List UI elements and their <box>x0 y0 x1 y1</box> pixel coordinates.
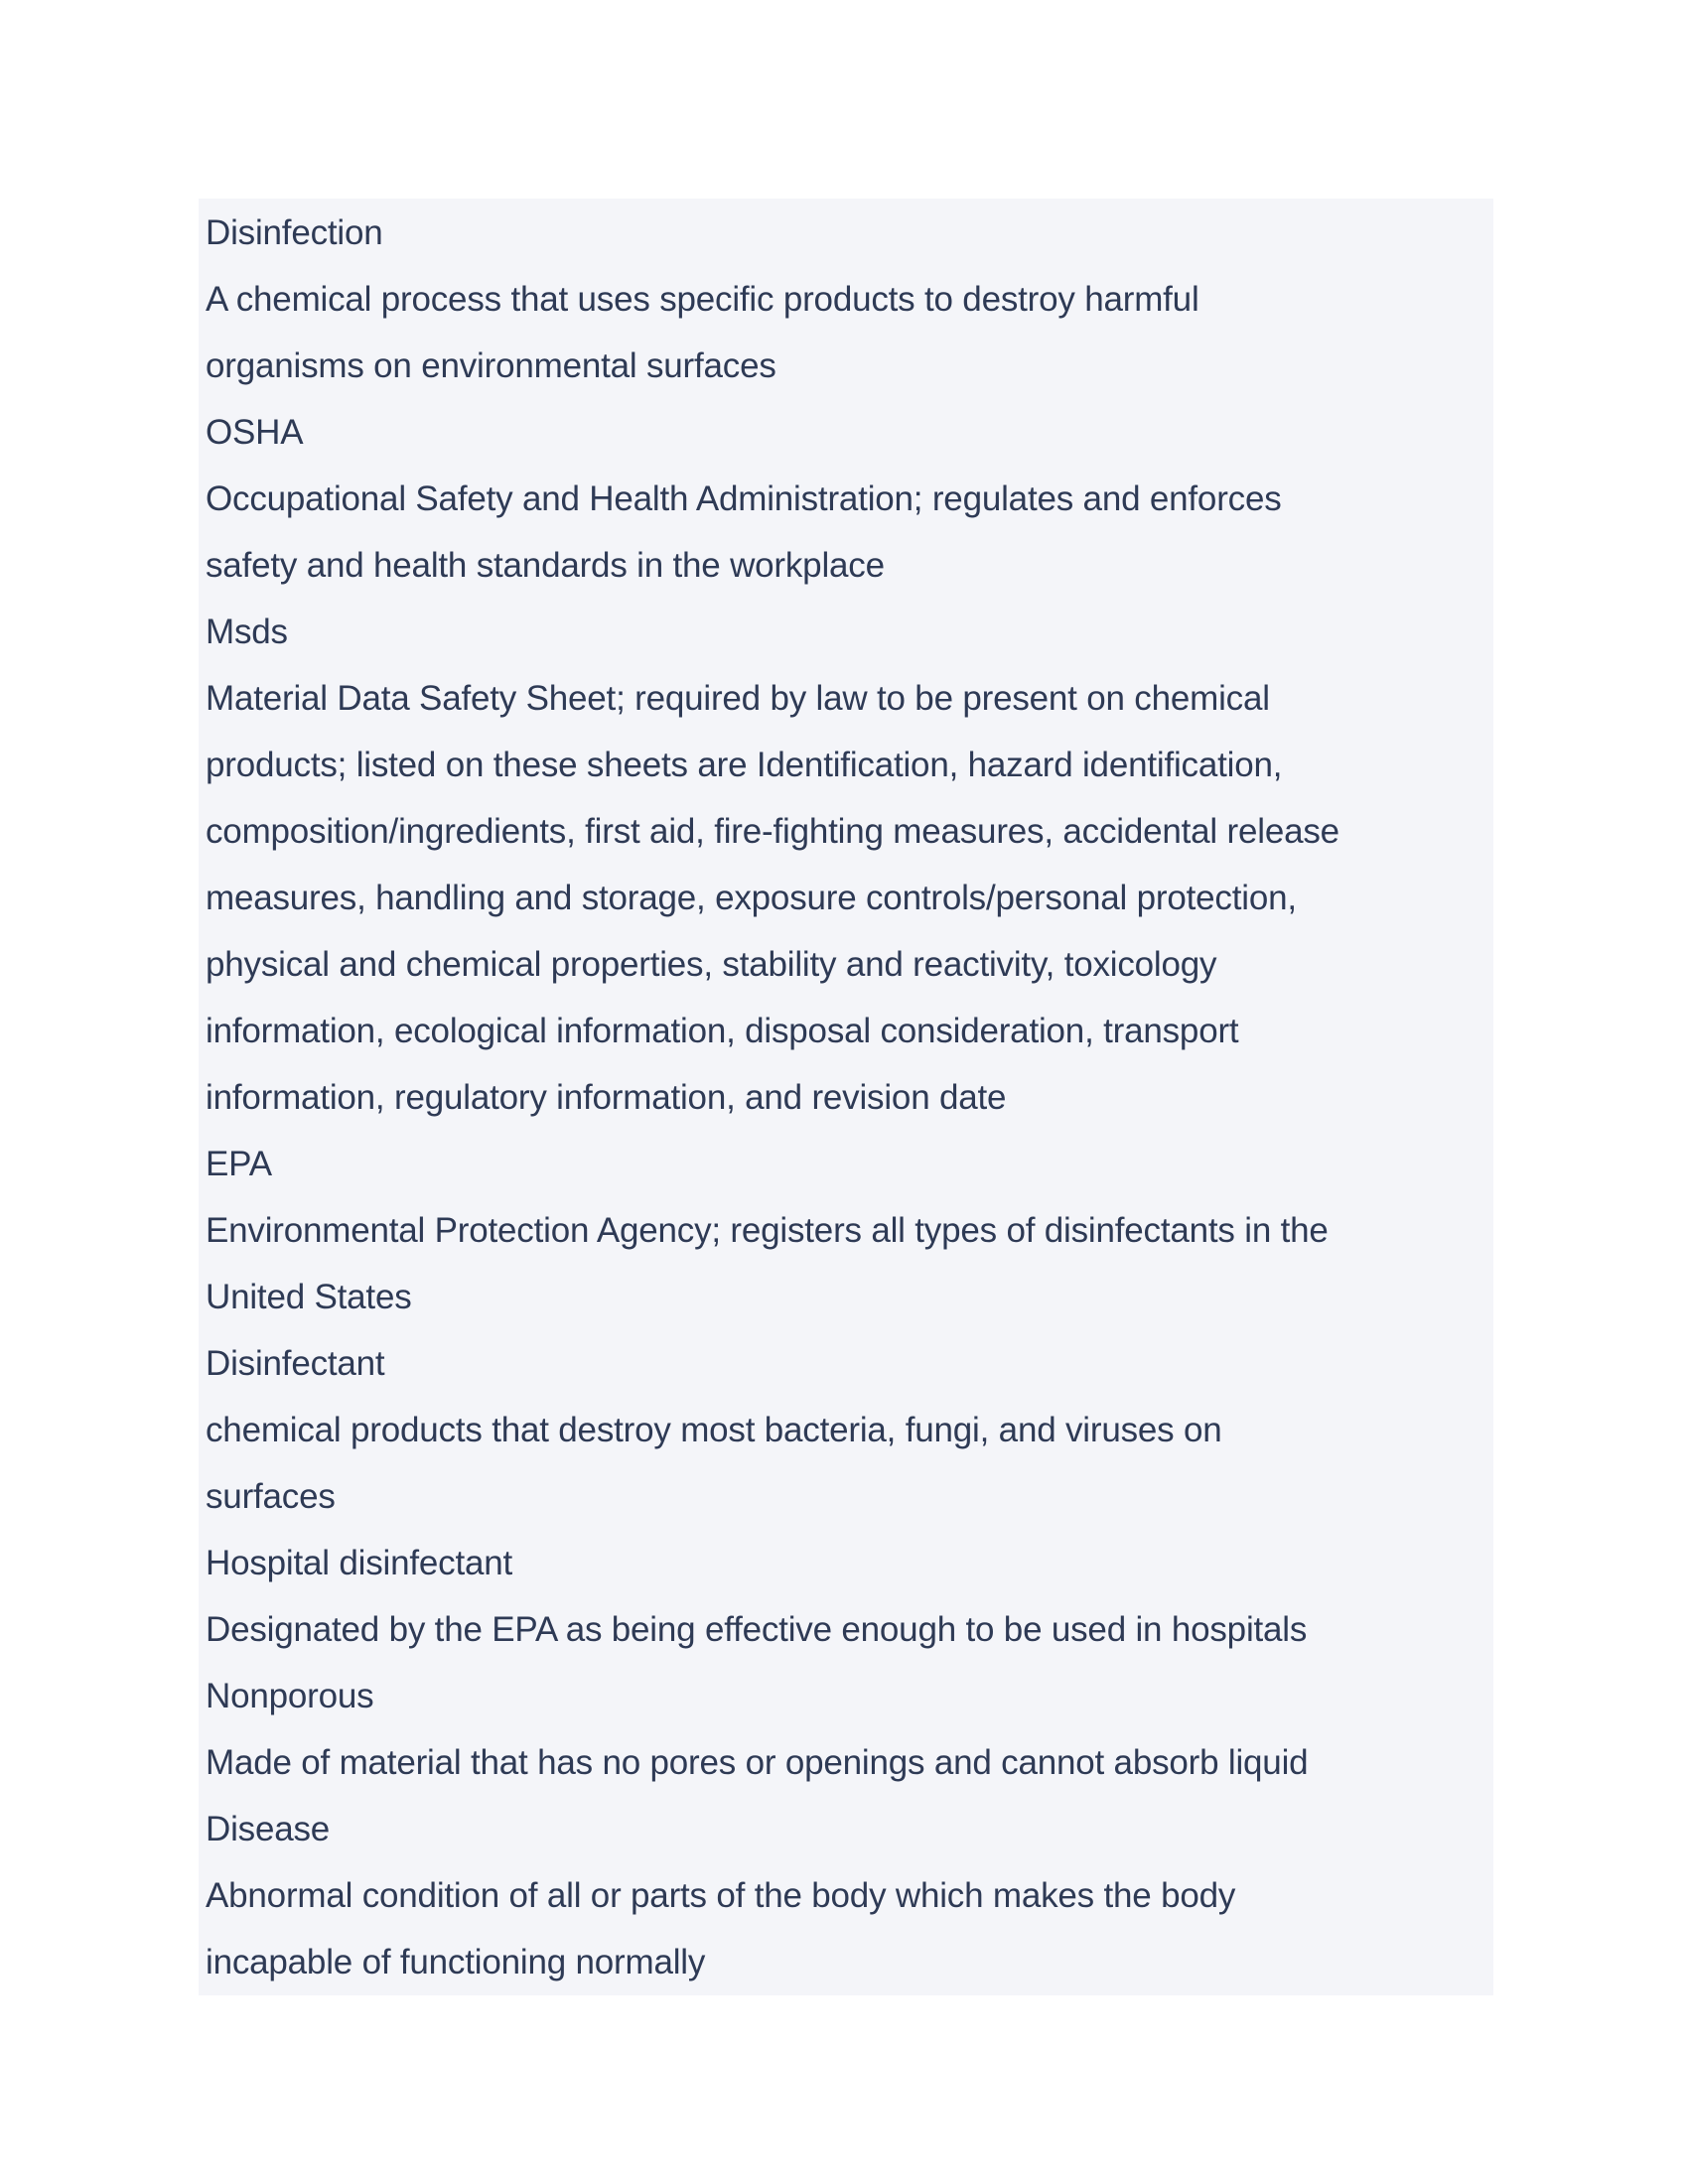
definition-line: United States <box>206 1278 412 1316</box>
term-line: EPA <box>206 1145 272 1183</box>
definition-line: incapable of functioning normally <box>206 1943 706 1981</box>
definition-line: Made of material that has no pores or openings and cannot absorb liquid <box>206 1743 1309 1782</box>
definition-line: Environmental Protection Agency; registers all types of disinfectants in the <box>206 1211 1329 1250</box>
term-line: Disinfection <box>206 213 383 252</box>
glossary-card <box>199 199 1493 1995</box>
definition-line: Material Data Safety Sheet; required by law to be present on chemical <box>206 679 1270 718</box>
definition-line: surfaces <box>206 1477 336 1516</box>
term-line: OSHA <box>206 413 304 452</box>
definition-line: information, regulatory information, and revision date <box>206 1078 1007 1117</box>
definition-line: products; listed on these sheets are Identification, hazard identification, <box>206 746 1283 784</box>
definition-line: safety and health standards in the workplace <box>206 546 885 585</box>
term-line: Hospital disinfectant <box>206 1544 513 1582</box>
definition-line: composition/ingredients, first aid, fire-fighting measures, accidental release <box>206 812 1339 851</box>
definition-line: Occupational Safety and Health Administration; regulates and enforces <box>206 479 1282 518</box>
term-line: Msds <box>206 613 288 651</box>
term-line: Disease <box>206 1810 331 1848</box>
term-line: Nonporous <box>206 1677 374 1715</box>
definition-line: information, ecological information, disposal consideration, transport <box>206 1012 1239 1050</box>
term-line: Disinfectant <box>206 1344 385 1383</box>
definition-line: measures, handling and storage, exposure controls/personal protection, <box>206 879 1297 917</box>
definition-line: Designated by the EPA as being effective enough to be used in hospitals <box>206 1610 1308 1649</box>
definition-line: physical and chemical properties, stability and reactivity, toxicology <box>206 945 1217 984</box>
definition-line: chemical products that destroy most bacteria, fungi, and viruses on <box>206 1411 1222 1449</box>
definition-line: organisms on environmental surfaces <box>206 346 776 385</box>
definition-line: A chemical process that uses specific products to destroy harmful <box>206 280 1199 319</box>
definition-line: Abnormal condition of all or parts of the body which makes the body <box>206 1876 1236 1915</box>
